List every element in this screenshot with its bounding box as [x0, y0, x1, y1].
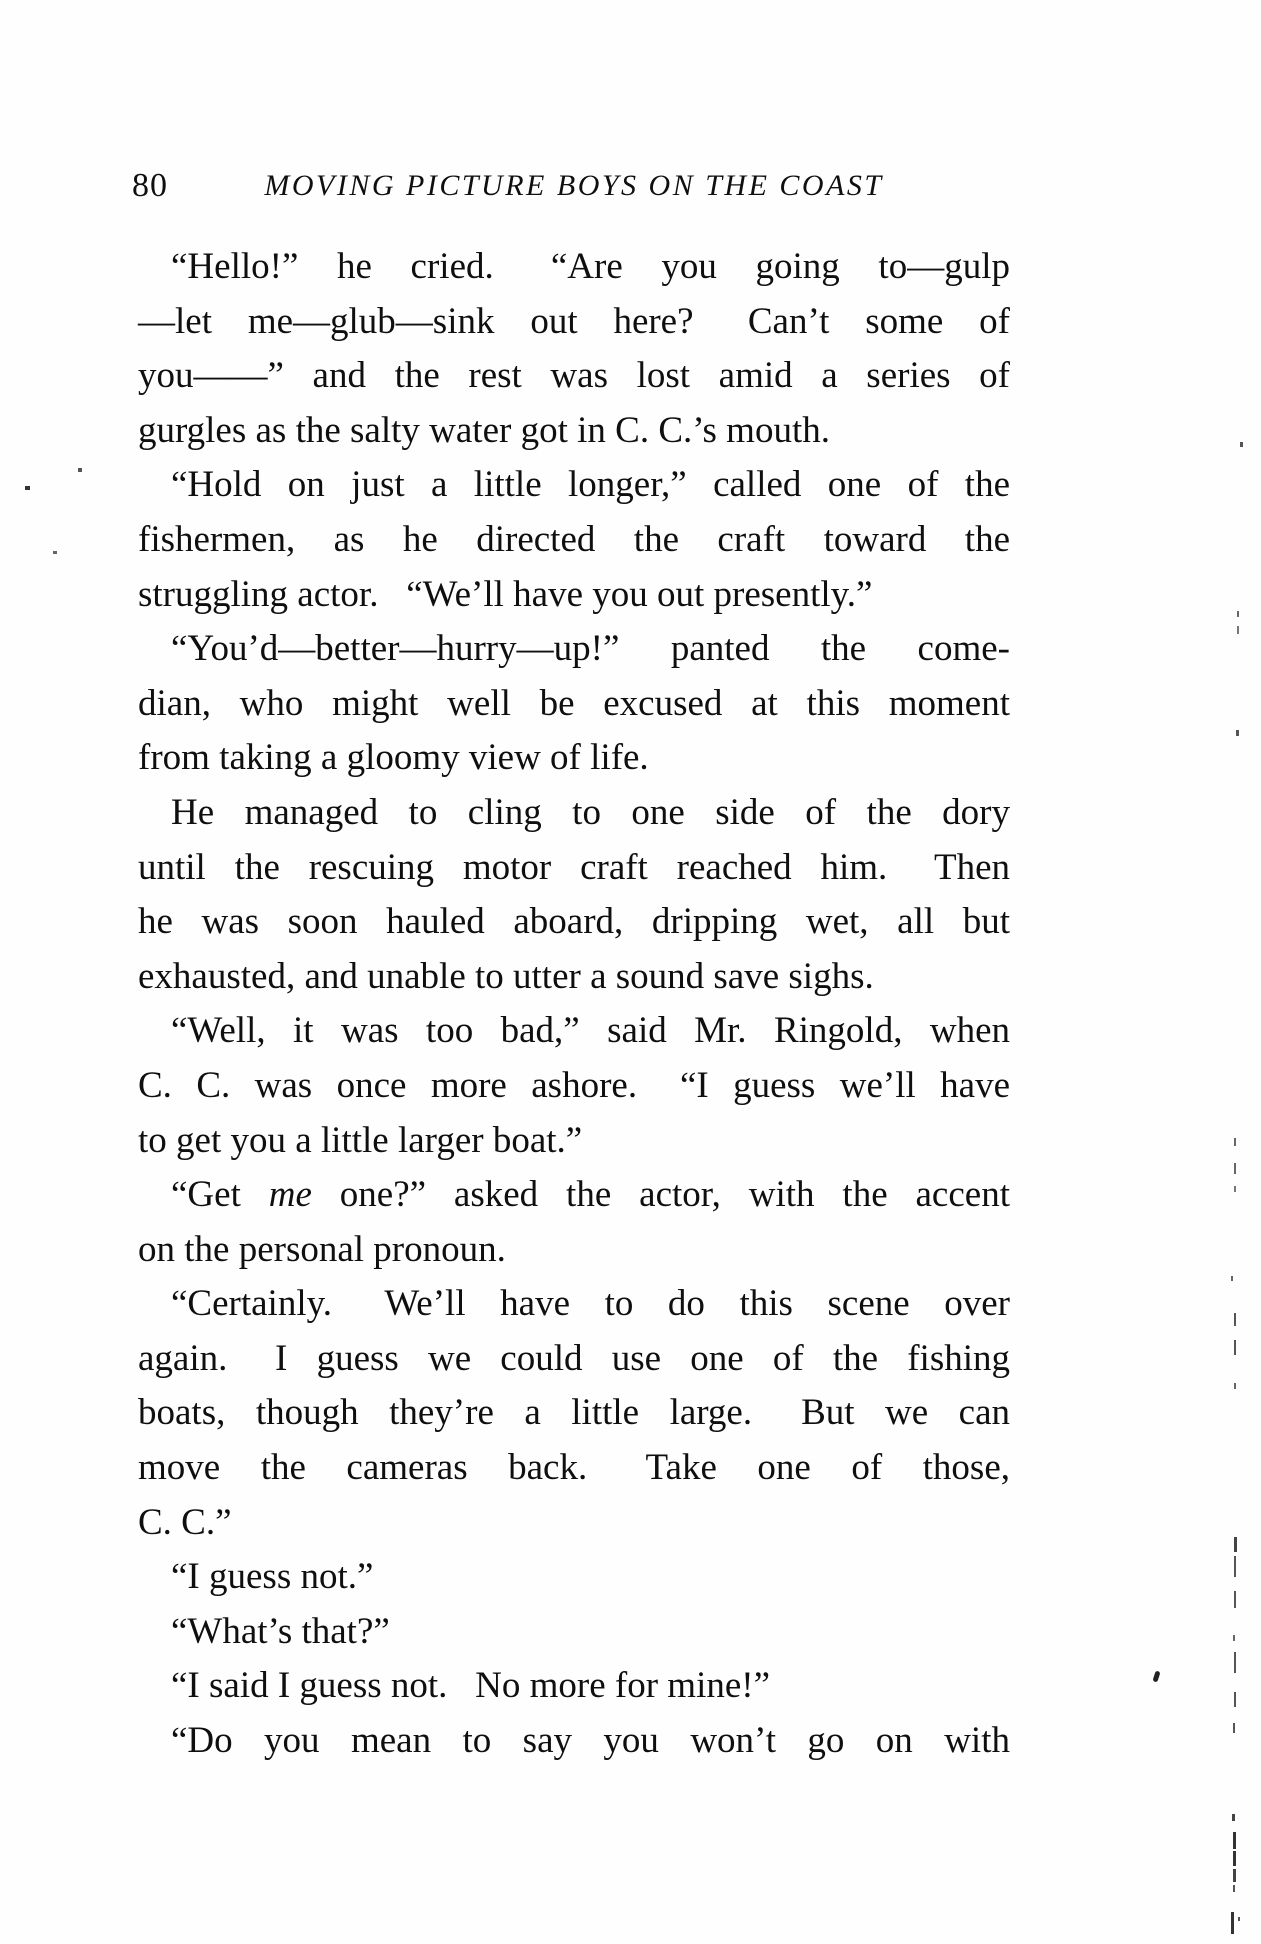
text-line — [138, 349, 1010, 404]
scan-artifact — [1233, 1723, 1235, 1733]
text-line — [138, 240, 1010, 295]
scan-artifact — [1234, 1652, 1236, 1673]
text-line — [138, 1659, 1010, 1714]
text-line — [138, 1550, 1010, 1605]
body-text — [138, 240, 1010, 1769]
scan-artifact — [1234, 1692, 1236, 1707]
text-line — [138, 1004, 1010, 1059]
text-line — [138, 1332, 1010, 1387]
scan-artifact — [1234, 1537, 1237, 1552]
scan-artifact — [1234, 1340, 1236, 1355]
scan-artifact — [1234, 1383, 1236, 1389]
text-run: “I said I guess not. No more for mine!” — [171, 1665, 771, 1707]
text-run: from taking a gloomy view of life. — [138, 737, 649, 779]
text-run: gurgles as the salty water got in C. C.’s mouth. — [138, 409, 830, 451]
text-line — [138, 841, 1010, 896]
text-run: dian, who might well be excused at this moment — [138, 682, 1010, 724]
text-run: until the rescuing motor craft reached him. Then — [138, 846, 1010, 888]
scan-artifact — [1237, 626, 1239, 634]
text-run: struggling actor. “We’ll have you out presently.” — [138, 573, 873, 615]
text-line — [138, 622, 1010, 677]
text-line — [138, 1496, 1010, 1551]
italic-text: me — [268, 1174, 312, 1216]
text-run: fishermen, as he directed the craft toward the — [138, 518, 1010, 560]
scan-artifact — [78, 468, 82, 472]
text-line — [138, 1277, 1010, 1332]
text-run: again. I guess we could use one of the fishing — [138, 1337, 1010, 1379]
scan-artifact — [1152, 1670, 1160, 1682]
scan-artifact — [1234, 1163, 1236, 1174]
text-line — [138, 1059, 1010, 1114]
scan-artifact — [1237, 611, 1239, 617]
scan-artifact — [1232, 1814, 1235, 1821]
text-run: “I guess not.” — [171, 1556, 374, 1598]
text-line — [138, 1386, 1010, 1441]
text-line — [138, 786, 1010, 841]
text-line — [138, 895, 1010, 950]
scan-artifact — [1234, 1591, 1236, 1608]
text-line — [138, 1114, 1010, 1169]
text-run: “Get — [171, 1174, 269, 1216]
text-run: you——” and the rest was lost amid a series of — [138, 355, 1010, 397]
text-run: —let me—glub—sink out here? Can’t some of — [138, 300, 1010, 342]
scan-artifact — [1233, 1885, 1235, 1892]
text-run: C. C. was once more ashore. “I guess we’ll have — [138, 1064, 1010, 1106]
text-line — [138, 677, 1010, 732]
text-run: “You’d—better—hurry—up!” panted the come- — [171, 628, 1010, 670]
text-run: “Do you mean to say you won’t go on with — [171, 1720, 1010, 1762]
text-line — [138, 404, 1010, 459]
scan-artifact — [1238, 1917, 1240, 1921]
text-run: “Hold on just a little longer,” called one of the — [171, 464, 1010, 506]
text-run: to get you a little larger boat.” — [138, 1119, 583, 1161]
text-run: on the personal pronoun. — [138, 1228, 506, 1270]
scan-artifact — [1233, 1832, 1236, 1849]
page-header — [132, 164, 1010, 210]
text-line — [138, 1714, 1010, 1769]
text-run: “Certainly. We’ll have to do this scene over — [171, 1283, 1010, 1325]
text-line — [138, 295, 1010, 350]
scan-artifact — [1234, 1186, 1236, 1192]
scan-artifact — [1234, 1556, 1236, 1577]
running-title: MOVING PICTURE BOYS ON THE COAST — [264, 169, 884, 202]
scan-artifact — [1231, 1276, 1233, 1281]
text-run: exhausted, and unable to utter a sound save sighs. — [138, 955, 874, 997]
scan-artifact — [1233, 1851, 1236, 1866]
scan-artifact — [1233, 1635, 1235, 1641]
text-line — [138, 950, 1010, 1005]
text-line — [138, 458, 1010, 513]
text-run: boats, though they’re a little large. But we can — [138, 1392, 1010, 1434]
scan-artifact — [25, 486, 30, 490]
text-line — [138, 731, 1010, 786]
text-line — [138, 1605, 1010, 1660]
scan-artifact — [1231, 1912, 1234, 1934]
text-line — [138, 568, 1010, 623]
scan-artifact — [1233, 1869, 1236, 1882]
page-number: 80 — [132, 167, 168, 204]
text-run: C. C.” — [138, 1501, 232, 1543]
text-run: one?” asked the actor, with the accent — [311, 1174, 1010, 1216]
text-run: “Hello!” he cried. “Are you going to—gulp — [171, 246, 1010, 287]
scan-artifact — [1234, 1313, 1236, 1326]
text-run: he was soon hauled aboard, dripping wet, all but — [138, 901, 1010, 943]
scan-artifact — [1236, 730, 1239, 736]
scan-artifact — [53, 551, 57, 554]
text-line — [138, 1223, 1010, 1278]
text-run: “What’s that?” — [171, 1610, 390, 1652]
text-line — [138, 1168, 1010, 1223]
text-run: move the cameras back. Take one of those, — [138, 1447, 1010, 1489]
text-run: He managed to cling to one side of the dory — [171, 791, 1010, 833]
text-run: “Well, it was too bad,” said Mr. Ringold, when — [171, 1010, 1010, 1052]
scan-artifact — [1234, 1138, 1236, 1146]
text-line — [138, 1441, 1010, 1496]
text-line — [138, 513, 1010, 568]
scan-artifact — [1240, 442, 1243, 447]
